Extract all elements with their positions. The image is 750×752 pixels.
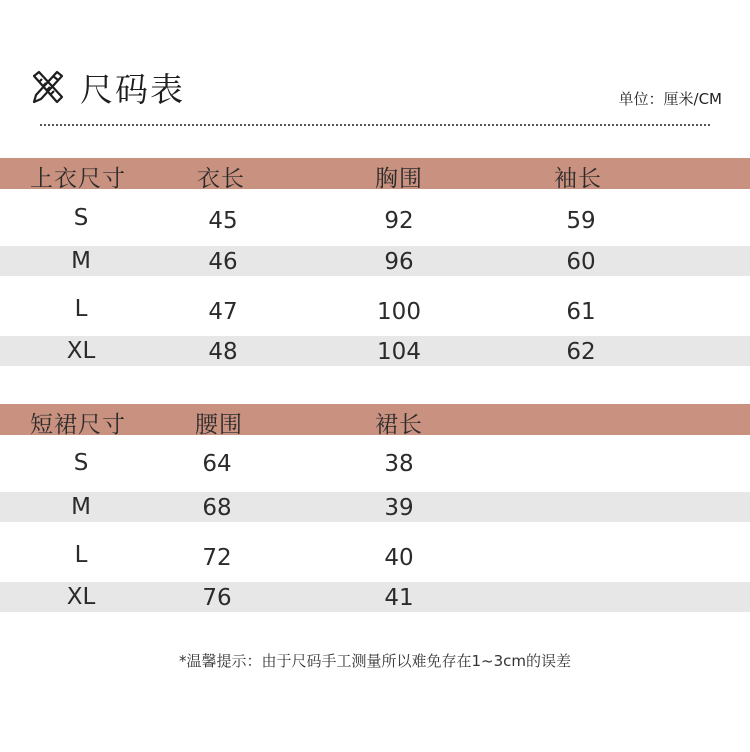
- value-cell: 68: [202, 495, 232, 521]
- dotted-divider: [40, 124, 710, 126]
- page-title: 尺码表: [80, 70, 185, 109]
- value-cell: 38: [384, 451, 414, 477]
- unit-label: 单位：厘米/CM: [618, 90, 722, 108]
- value-cell: 104: [377, 339, 421, 365]
- size-cell: XL: [66, 584, 96, 610]
- skirt-row-stripe: [0, 492, 750, 522]
- value-cell: 72: [202, 545, 232, 571]
- measurement-note: *温馨提示：由于尺码手工测量所以难免存在1~3cm的误差: [178, 652, 572, 670]
- size-cell: M: [71, 494, 91, 520]
- tops-row-stripe: [0, 336, 750, 366]
- value-cell: 48: [208, 339, 238, 365]
- size-cell: S: [73, 450, 89, 476]
- tops-col-size: 上衣尺寸: [30, 166, 126, 192]
- size-cell: M: [71, 248, 91, 274]
- skirt-col-size: 短裙尺寸: [30, 412, 126, 438]
- size-cell: L: [74, 542, 88, 568]
- value-cell: 59: [566, 208, 596, 234]
- size-cell: L: [74, 296, 88, 322]
- tops-col-length: 衣长: [197, 166, 245, 192]
- value-cell: 47: [208, 299, 238, 325]
- value-cell: 96: [384, 249, 414, 275]
- skirt-row-stripe: [0, 582, 750, 612]
- value-cell: 41: [384, 585, 414, 611]
- value-cell: 39: [384, 495, 414, 521]
- value-cell: 62: [566, 339, 596, 365]
- value-cell: 61: [566, 299, 596, 325]
- size-cell: S: [73, 205, 89, 231]
- ruler-pencil-icon: [30, 70, 66, 104]
- value-cell: 45: [208, 208, 238, 234]
- value-cell: 92: [384, 208, 414, 234]
- size-cell: XL: [66, 338, 96, 364]
- tops-row-stripe: [0, 246, 750, 276]
- value-cell: 46: [208, 249, 238, 275]
- value-cell: 60: [566, 249, 596, 275]
- value-cell: 40: [384, 545, 414, 571]
- tops-col-sleeve: 袖长: [554, 166, 602, 192]
- tops-col-chest: 胸围: [375, 166, 423, 192]
- skirt-col-waist: 腰围: [195, 412, 243, 438]
- value-cell: 64: [202, 451, 232, 477]
- skirt-col-length: 裙长: [375, 412, 423, 438]
- value-cell: 100: [377, 299, 421, 325]
- value-cell: 76: [202, 585, 232, 611]
